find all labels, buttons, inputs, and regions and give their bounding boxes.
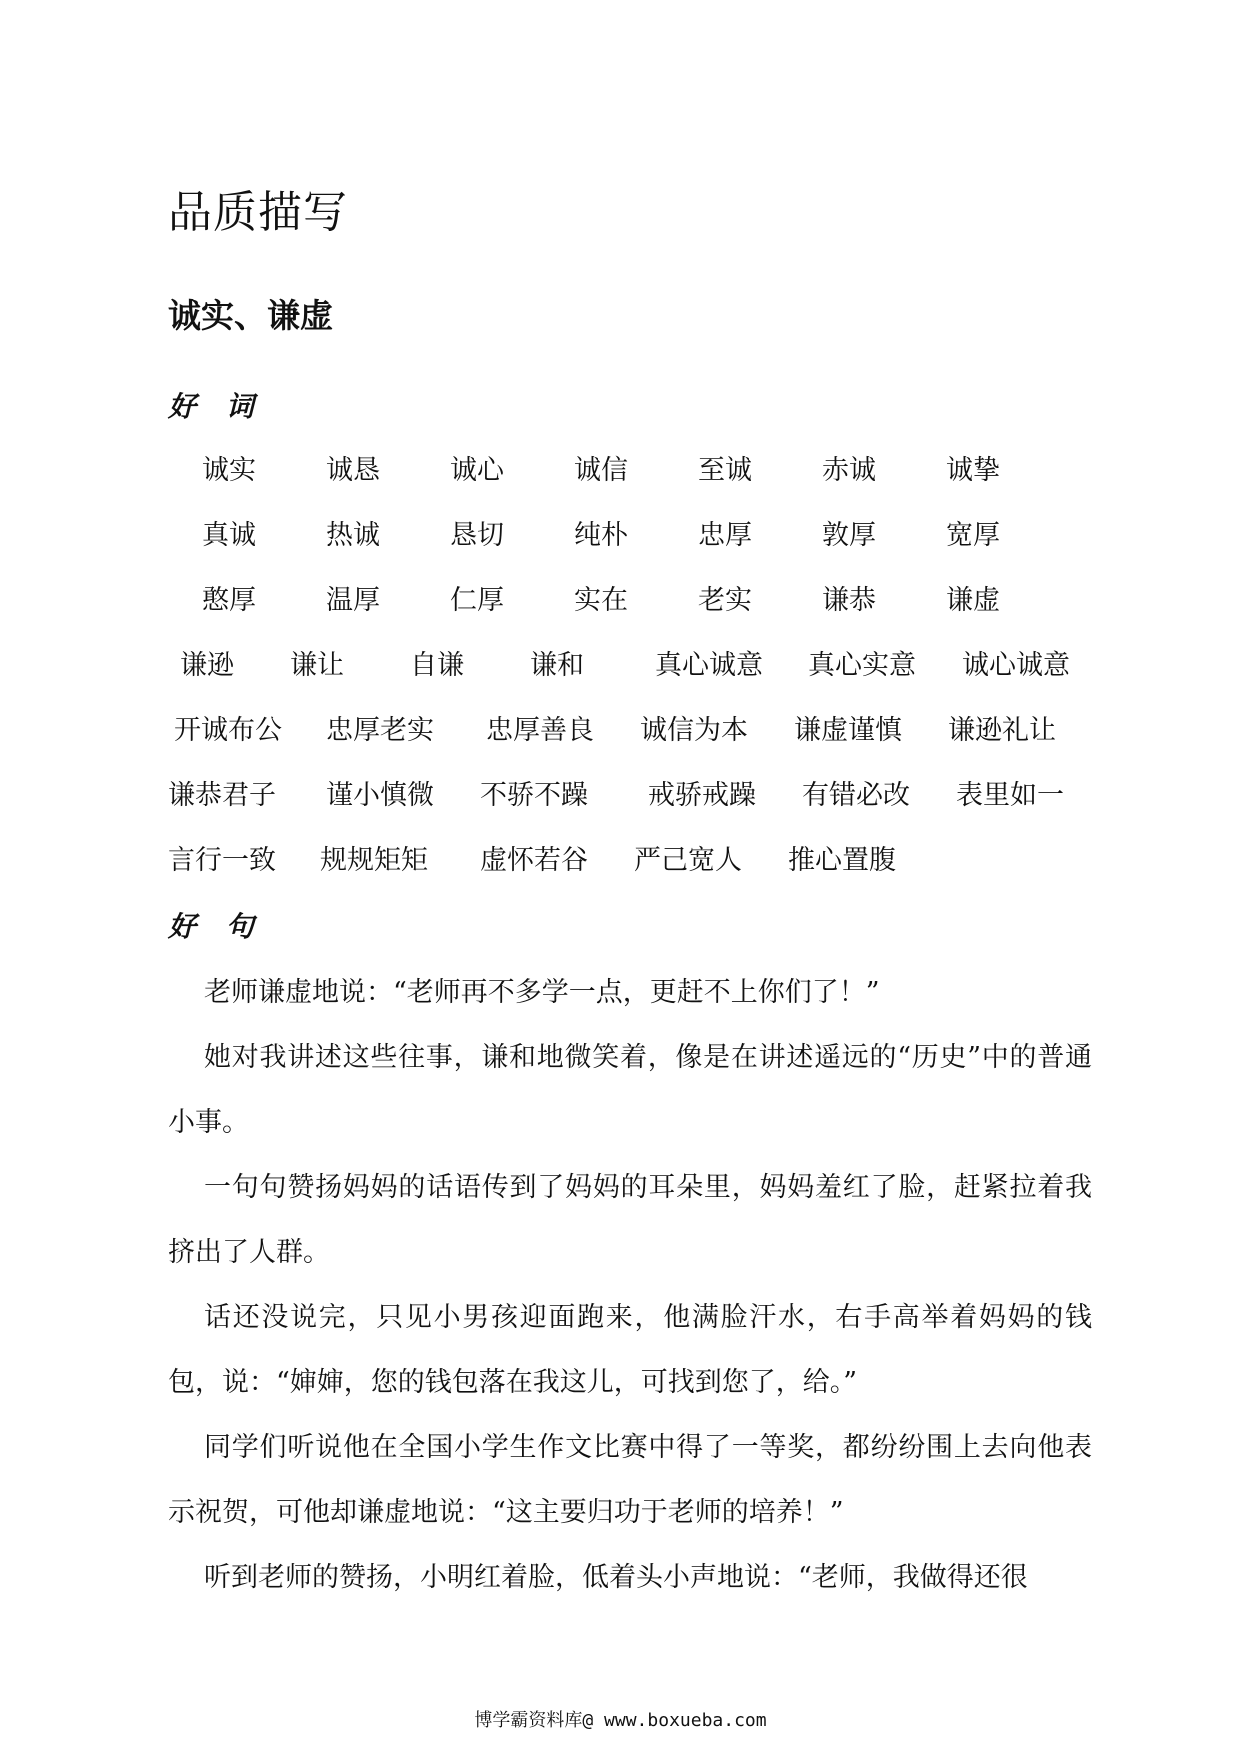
word-row: [0, 838, 1241, 878]
word-item: 自谦: [410, 650, 464, 681]
word-item: 忠厚善良: [486, 715, 594, 746]
word-item: 言行一致: [168, 845, 276, 876]
word-item: 温厚: [326, 585, 380, 616]
word-item: 诚恳: [326, 455, 380, 486]
word-row: [0, 448, 1241, 488]
word-item: 忠厚老实: [326, 715, 434, 746]
word-item: 诚心诚意: [962, 650, 1070, 681]
word-item: 谦和: [530, 650, 584, 681]
footer-watermark: 博学霸资料库@ www.boxueba.com: [474, 1710, 767, 1731]
word-item: 诚实: [202, 455, 256, 486]
word-item: 戒骄戒躁: [648, 780, 756, 811]
word-item: 实在: [574, 585, 628, 616]
word-item: 谦恭: [822, 585, 876, 616]
word-item: 谦逊礼让: [948, 715, 1056, 746]
word-item: 谦逊: [180, 650, 234, 681]
good-words-label: 好 词: [168, 390, 264, 423]
word-item: 纯朴: [574, 520, 628, 551]
good-sentences-label: 好 句: [168, 910, 264, 943]
page-title: 品质描写: [168, 187, 348, 238]
word-item: 推心置腹: [788, 845, 896, 876]
word-item: 热诚: [326, 520, 380, 551]
word-item: 真诚: [202, 520, 256, 551]
word-item: 仁厚: [450, 585, 504, 616]
word-item: 谦让: [290, 650, 344, 681]
word-item: 诚信为本: [640, 715, 748, 746]
word-item: 敦厚: [822, 520, 876, 551]
word-row: [0, 773, 1241, 813]
word-item: 有错必改: [802, 780, 910, 811]
word-item: 诚挚: [946, 455, 1000, 486]
sentence-paragraph: 听到老师的赞扬，小明红着脸，低着头小声地说：“老师，我做得还很: [204, 1562, 1028, 1593]
word-item: 表里如一: [956, 780, 1064, 811]
word-item: 谦虚: [946, 585, 1000, 616]
word-item: 忠厚: [698, 520, 752, 551]
word-item: 诚信: [574, 455, 628, 486]
word-item: 谦虚谨慎: [794, 715, 902, 746]
word-item: 开诚布公: [174, 715, 282, 746]
word-row: [0, 643, 1241, 683]
word-row: [0, 513, 1241, 553]
word-item: 谨小慎微: [326, 780, 434, 811]
word-item: 严己宽人: [634, 845, 742, 876]
word-item: 谦恭君子: [168, 780, 276, 811]
word-item: 憨厚: [202, 585, 256, 616]
sentence-paragraph: 她对我讲述这些往事，谦和地微笑着，像是在讲述遥远的“历史”中的普通小事。: [168, 1042, 1092, 1138]
word-item: 规规矩矩: [320, 845, 428, 876]
word-item: 虚怀若谷: [480, 845, 588, 876]
sentence-paragraph: 同学们听说他在全国小学生作文比赛中得了一等奖，都纷纷围上去向他表示祝贺，可他却谦虚地说：“这主要归功于老师的培养！”: [168, 1432, 1092, 1528]
word-item: 老实: [698, 585, 752, 616]
word-item: 诚心: [450, 455, 504, 486]
word-item: 真心实意: [808, 650, 916, 681]
sentence-paragraph: 一句句赞扬妈妈的话语传到了妈妈的耳朵里，妈妈羞红了脸，赶紧拉着我挤出了人群。: [168, 1172, 1092, 1268]
word-item: 赤诚: [822, 455, 876, 486]
sentence-paragraph: 话还没说完，只见小男孩迎面跑来，他满脸汗水，右手高举着妈妈的钱包，说：“婶婶，您的钱包落在我这儿，可找到您了，给。”: [168, 1302, 1092, 1398]
word-item: 真心诚意: [655, 650, 763, 681]
section-title: 诚实、谦虚: [168, 296, 333, 335]
sentence-paragraph: 老师谦虚地说：“老师再不多学一点，更赶不上你们了！”: [204, 977, 880, 1008]
word-item: 恳切: [450, 520, 504, 551]
word-row: [0, 578, 1241, 618]
word-item: 不骄不躁: [480, 780, 588, 811]
word-item: 至诚: [698, 455, 752, 486]
word-item: 宽厚: [946, 520, 1000, 551]
word-row: [0, 708, 1241, 748]
